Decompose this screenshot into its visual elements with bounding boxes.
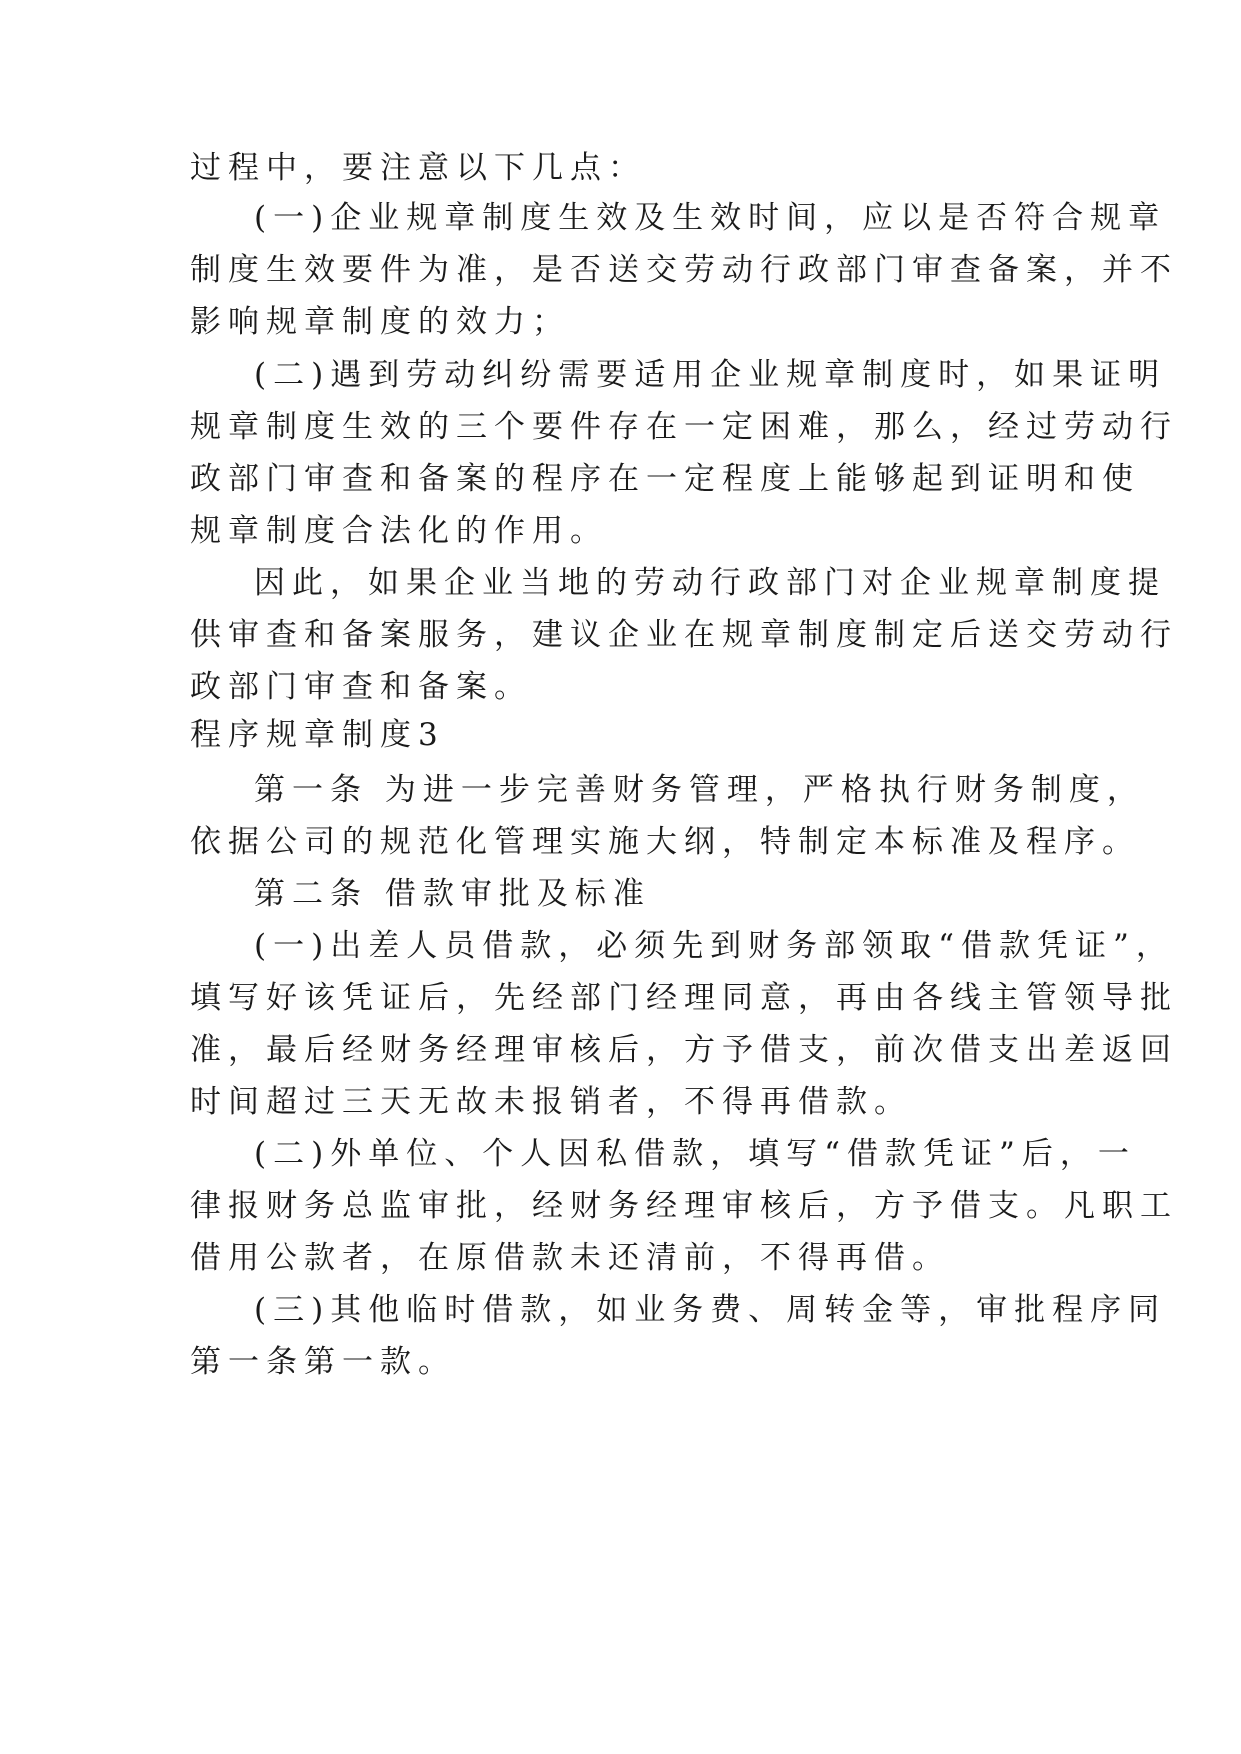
text-line: 规章制度合法化的作用。 [190,513,608,549]
text-line: (二)外单位、个人因私借款，填写“借款凭证”后，一 [254,1136,1136,1172]
text-line: (三)其他临时借款，如业务费、周转金等，审批程序同 [254,1292,1167,1328]
text-line: 政部门审查和备案的程序在一定程度上能够起到证明和使 [190,461,1140,497]
text-line: 第二条 借款审批及标准 [254,876,651,912]
text-line: 第一条第一款。 [190,1344,456,1380]
text-line: 因此，如果企业当地的劳动行政部门对企业规章制度提 [254,565,1166,601]
text-line: 第一条 为进一步完善财务管理，严格执行财务制度， [254,772,1145,808]
section-heading: 程序规章制度3 [190,717,445,753]
text-line: 规章制度生效的三个要件存在一定困难，那么，经过劳动行 [190,409,1178,445]
text-line: 借用公款者，在原借款未还清前，不得再借。 [190,1240,950,1276]
text-line: 律报财务总监审批，经财务经理审核后，方予借支。凡职工 [190,1188,1178,1224]
text-line: 依据公司的规范化管理实施大纲，特制定本标准及程序。 [190,824,1140,860]
text-line: 政部门审查和备案。 [190,669,532,705]
text-line: (二)遇到劳动纠纷需要适用企业规章制度时，如果证明 [254,357,1167,393]
text-line: 影响规章制度的效力； [190,304,570,340]
text-line: 供审查和备案服务，建议企业在规章制度制定后送交劳动行 [190,617,1178,653]
text-line: (一)企业规章制度生效及生效时间，应以是否符合规章 [254,200,1167,236]
text-line: 时间超过三天无故未报销者，不得再借款。 [190,1084,912,1120]
text-line: 准，最后经财务经理审核后，方予借支，前次借支出差返回 [190,1032,1178,1068]
text-line: (一)出差人员借款，必须先到财务部领取“借款凭证”， [254,928,1174,964]
text-line: 制度生效要件为准，是否送交劳动行政部门审查备案，并不 [190,252,1178,288]
text-line: 过程中，要注意以下几点： [190,150,646,186]
text-line: 填写好该凭证后，先经部门经理同意，再由各线主管领导批 [190,980,1178,1016]
